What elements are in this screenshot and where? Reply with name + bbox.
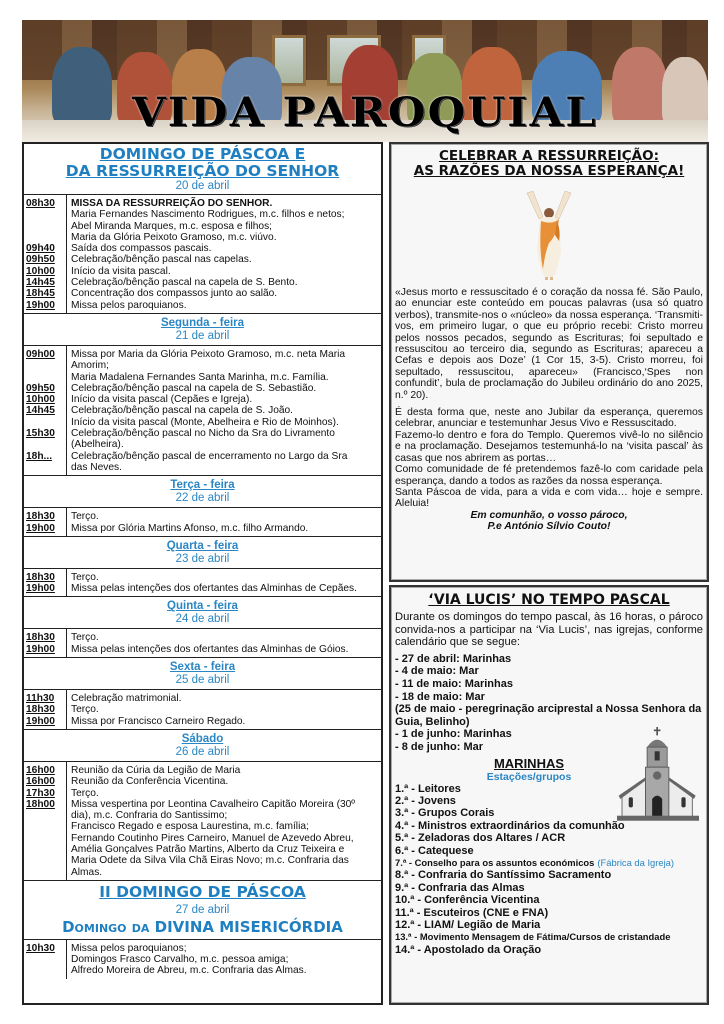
time-spacer — [26, 867, 66, 878]
group-label: 14.ª - Apostolado da Oração — [395, 943, 542, 956]
group-label: 11.ª - Escuteiros (CNE e FNA) — [395, 906, 549, 919]
event-time: 18h45 — [26, 288, 55, 300]
time-spacer — [26, 833, 66, 844]
time-column — [24, 940, 67, 979]
event-description: Início da visita pascal (Monte, Abelheira e Rio de Moinhos). — [71, 416, 339, 428]
event-time: 18h00 — [26, 798, 55, 810]
description-column — [67, 762, 381, 880]
group-item — [391, 807, 707, 819]
event-time: 18h30 — [26, 704, 55, 716]
group-label: 13.ª - Movimento Mensagem de Fátima/Cursos de cristandade — [395, 931, 671, 943]
easter-date: 20 de abril — [175, 180, 230, 192]
time-spacer — [26, 209, 66, 220]
time-spacer — [26, 360, 66, 371]
reflection-paragraph: Como comunidade de fé pretendemos fazê-lo com caridade pela esperança, dando a todos as razões da nossa esperança. — [395, 464, 703, 487]
day-name: Terça - feira — [170, 479, 235, 492]
event-description: Missa por Maria da Glória Peixoto Gramoso, m.c. neta Maria — [71, 348, 346, 360]
day-header-second-sunday — [24, 881, 381, 940]
time-column — [24, 629, 67, 657]
schedule-rows — [24, 762, 381, 881]
marinhas-groups-list — [391, 783, 707, 957]
second-sunday-date: 27 de abril — [175, 903, 230, 916]
day-date: 24 de abril — [175, 613, 230, 626]
calendar-item: (25 de maio - peregrinação arciprestal a Nossa Senhora da Guia, Belinho) — [395, 703, 702, 728]
group-label: 5.ª - Zeladoras dos Altares / ACR — [395, 832, 566, 845]
day-header-tuesday — [24, 476, 381, 508]
time-spacer — [26, 965, 66, 976]
via-lucis-title: ‘VIA LUCIS’ NO TEMPO PASCAL — [428, 592, 670, 608]
event-description: Missa pelas intenções dos ofertantes das Alminhas de Cepães. — [71, 583, 357, 595]
group-label: 10.ª - Conferência Vicentina — [395, 894, 540, 907]
event-time: 09h40 — [26, 243, 55, 255]
calendar-item: - 18 de maio: Mar — [395, 690, 485, 703]
event-description: Missa por Glória Martins Afonso, m.c. filho Armando. — [71, 522, 309, 534]
via-lucis-intro: Durante os domingos do tempo pascal, às 16 horas, o pároco convida-nos a participar na ‘Via Lucis’, nas igrejas, conforme calendário que se segue: — [395, 611, 703, 649]
event-description: Celebração/bênção pascal nas capelas. — [71, 254, 252, 266]
group-label: 12.ª - LIAM/ Legião de Maria — [395, 919, 541, 931]
time-spacer — [26, 221, 66, 232]
group-item — [391, 869, 707, 881]
event-description: Maria Odete da Silva Vila Chã Eiras Novo; m.c. Confraria das — [71, 855, 349, 867]
event-description: Fernando Coutinho Pires Carneiro, Manuel de Azevedo Abreu, — [71, 832, 354, 844]
event-description: Missa pelos paroquianos. — [71, 299, 187, 311]
event-time: 14h45 — [26, 405, 55, 417]
event-time: 09h00 — [26, 348, 55, 360]
event-description: Abel Miranda Marques, m.c. esposa e filhos; — [71, 220, 273, 232]
time-spacer — [26, 855, 66, 866]
day-date: 26 de abril — [175, 745, 230, 758]
event-time: 18h30 — [26, 571, 55, 583]
schedule-rows — [24, 629, 381, 658]
weekly-schedule — [22, 142, 383, 1005]
description-column — [67, 508, 381, 536]
reflection-paragraph: Santa Páscoa de vida, para a vida e com vida… hoje e sempre. Aleluia! — [395, 486, 703, 510]
group-item — [391, 931, 707, 943]
header-banner — [22, 20, 708, 142]
event-description: Celebração/bênção pascal de encerramento no Largo da Sra — [71, 450, 348, 462]
event-description: Missa por Francisco Carneiro Regado. — [71, 715, 246, 727]
reflection-paragraph: É desta forma que, neste ano Jubilar da esperança, queremos celebrar, anunciar e testemunhar Jesus Vivo e Ressuscitado. — [395, 407, 703, 430]
schedule-rows — [24, 690, 381, 730]
event-description: Maria Fernandes Nascimento Rodrigues, m.c. filhos e netos; — [71, 209, 345, 221]
day-name: Segunda - feira — [160, 316, 245, 329]
event-time: 15h30 — [26, 428, 55, 440]
event-time: 16h00 — [26, 764, 55, 776]
event-description: Maria da Glória Peixoto Gramoso, m.c. viúvo. — [71, 231, 277, 243]
event-time: 18h... — [26, 450, 53, 462]
time-column — [24, 569, 67, 597]
description-column — [67, 690, 381, 729]
event-description: Concentração dos compassos junto ao salão. — [71, 288, 278, 300]
event-description: Início da visita pascal (Cepães e Igreja). — [71, 394, 253, 406]
event-time: 10h00 — [26, 265, 55, 277]
day-header-saturday — [24, 730, 381, 762]
group-item — [391, 795, 707, 807]
event-description: Missa vespertina por Leontina Cavalheiro Capitão Moreira (30º — [71, 798, 356, 810]
event-description: Almas. — [71, 866, 103, 878]
time-column — [24, 508, 67, 536]
description-column — [67, 629, 381, 657]
description-column — [67, 346, 381, 475]
group-item — [391, 783, 707, 795]
event-time: 17h30 — [26, 787, 55, 799]
schedule-rows — [24, 346, 381, 476]
event-time: 19h00 — [26, 643, 55, 655]
group-item — [391, 907, 707, 919]
event-description: Início da visita pascal. — [71, 265, 171, 277]
group-item — [391, 857, 707, 869]
second-sunday-subtitle: Domingo da DIVINA MISERICÓRDIA — [62, 917, 343, 936]
calendar-item: - 1 de junho: Marinhas — [395, 728, 512, 741]
description-column — [67, 940, 381, 979]
day-date: 21 de abril — [175, 329, 230, 342]
group-item — [391, 894, 707, 906]
event-time: 08h30 — [26, 198, 55, 209]
description-column — [67, 569, 381, 597]
event-description: Reunião da Cúria da Legião de Maria — [71, 764, 241, 776]
event-description: Celebração/bênção pascal no Nicho da Sra do Livramento — [71, 428, 335, 440]
description-column — [67, 195, 381, 313]
event-time: 19h00 — [26, 299, 55, 311]
event-time: 19h00 — [26, 715, 55, 727]
time-spacer — [26, 232, 66, 243]
schedule-rows — [24, 508, 381, 537]
event-description: Terço. — [71, 632, 99, 644]
day-name: Sexta - feira — [169, 661, 236, 674]
marinhas-title: MARINHAS — [493, 755, 565, 771]
event-description: Saída dos compassos pascais. — [71, 243, 212, 255]
event-description: (Abelheira). — [71, 439, 124, 451]
group-item — [391, 944, 707, 956]
event-description: Alfredo Moreira de Abreu, m.c. Confraria das Almas. — [71, 965, 307, 977]
calendar-item: - 27 de abril: Marinhas — [395, 652, 512, 665]
time-spacer — [26, 821, 66, 832]
event-description: Missa pelas intenções dos ofertantes das Alminhas de Góios. — [71, 643, 349, 655]
day-header-easter — [24, 144, 381, 195]
event-time: 09h50 — [26, 382, 55, 394]
event-description: Francisco Regado e esposa Laurestina, m.c. família; — [71, 821, 309, 833]
event-time: 09h50 — [26, 254, 55, 266]
schedule-rows — [24, 940, 381, 979]
event-time: 14h45 — [26, 277, 55, 289]
group-label: 6.ª - Catequese — [395, 844, 474, 857]
day-header-wednesday — [24, 537, 381, 569]
schedule-rows — [24, 195, 381, 314]
time-spacer — [26, 462, 66, 473]
event-time: 19h00 — [26, 522, 55, 534]
easter-title-line2: DA RESSURREIÇÃO DO SENHOR — [65, 162, 340, 180]
group-label: 4.ª - Ministros extraordinários da comunhão — [395, 819, 625, 832]
event-time: 16h00 — [26, 776, 55, 788]
event-time: 10h30 — [26, 942, 55, 954]
group-item — [391, 832, 707, 844]
group-note: (Fábrica da Igreja) — [597, 856, 675, 868]
via-lucis-box — [389, 585, 709, 1005]
day-date: 23 de abril — [175, 552, 230, 565]
time-column — [24, 690, 67, 729]
group-item — [391, 845, 707, 857]
day-header-thursday — [24, 597, 381, 629]
event-description: dia), m.c. Confraria do Santissimo; — [71, 810, 228, 822]
day-name: Quinta - feira — [167, 600, 238, 613]
group-label: 2.ª - Jovens — [395, 794, 456, 807]
event-time: 10h00 — [26, 394, 55, 406]
calendar-item: - 11 de maio: Marinhas — [395, 677, 513, 690]
reflection-title-line1: CELEBRAR A RESSURREIÇÃO: — [438, 148, 659, 164]
time-spacer — [26, 844, 66, 855]
event-description: Terço. — [71, 571, 99, 583]
event-description: Missa pelos paroquianos; — [71, 942, 187, 954]
time-spacer — [26, 810, 66, 821]
group-label: 9.ª - Confraria das Almas — [395, 881, 525, 894]
time-spacer — [26, 439, 66, 450]
event-description: Reunião da Conferência Vicentina. — [71, 776, 229, 788]
event-description: Terço. — [71, 704, 99, 716]
event-time: 18h30 — [26, 511, 55, 523]
event-description: Celebração/bênção pascal na capela de S. Sebastião. — [71, 382, 317, 394]
time-spacer — [26, 372, 66, 383]
reflection-title-line2: AS RAZÕES DA NOSSA ESPERANÇA! — [413, 163, 685, 179]
event-description: Terço. — [71, 787, 99, 799]
event-time: 19h00 — [26, 583, 55, 595]
time-column — [24, 762, 67, 880]
signature-line2: P.e António Sílvio Couto! — [487, 521, 611, 533]
group-item — [391, 820, 707, 832]
time-column — [24, 346, 67, 475]
reflection-paragraph: «Jesus morto e ressuscitado é o coração da nossa fé. São Paulo, ao enunciar este conteúdo em poucas palavras (usa só quatro verbos), transmite-nos o «núcleo» da nossa esperança. ‘Transmiti-vos, em primeiro lugar, o que eu próprio recebi: Cristo morreu pelos nossos pecados, segundo as Escrituras; foi sepultado e ressuscitou ao terceiro dia, segundo as Escrituras; apareceu a Cefas e depois aos Doze’ (1 Cor 15, 3-5). Cristo morreu, foi sepultado, ressuscitou, apareceu» (Francisco,‘Spes non confundit’, bula de proclamação do Jubileu ordinário do ano 2025, n.º 20). — [395, 287, 703, 401]
day-date: 25 de abril — [175, 674, 230, 687]
group-label: 8.ª - Confraria do Santíssimo Sacramento — [395, 869, 612, 882]
event-description: MISSA DA RESSURREIÇÃO DO SENHOR. — [71, 198, 273, 209]
calendar-item: - 8 de junho: Mar — [395, 740, 483, 753]
event-description: Celebração matrimonial. — [71, 693, 182, 705]
page-title: VIDA PAROQUIAL — [132, 89, 598, 136]
signature-line1: Em comunhão, o vosso pároco, — [470, 509, 628, 521]
group-item — [391, 882, 707, 894]
reflection-box — [389, 142, 709, 582]
schedule-rows — [24, 569, 381, 598]
event-description: Amorim; — [71, 360, 109, 372]
group-label: 1.ª - Leitores — [395, 782, 461, 795]
reflection-paragraph: Fazemo-lo dentro e fora do Templo. Queremos vivê-lo no silêncio e na proclamação. Desejamos testemunhá-lo na ‘visita pascal’ às casas que nos abrirem as portas… — [395, 429, 703, 464]
event-description: Terço. — [71, 511, 99, 523]
day-date: 22 de abril — [175, 492, 230, 505]
group-label: 7.ª - Conselho para os assuntos económicos — [395, 856, 595, 868]
day-header-monday — [24, 314, 381, 346]
marinhas-subtitle: Estações/grupos — [486, 770, 572, 783]
event-description: Maria Madalena Fernandes Santa Marinha, m.c. Família. — [71, 371, 329, 383]
group-label: 3.ª - Grupos Corais — [395, 807, 495, 820]
day-name: Sábado — [181, 732, 224, 745]
group-item — [391, 919, 707, 931]
day-name: Quarta - feira — [166, 539, 239, 552]
event-description: das Neves. — [71, 461, 122, 473]
time-column — [24, 195, 67, 313]
second-sunday-title: II DOMINGO DE PÁSCOA — [99, 882, 306, 901]
day-header-friday — [24, 658, 381, 690]
event-description: Amélia Gonçalves Patrão Martins, Alberto da Cruz Teixeira e — [71, 843, 345, 855]
risen-christ-image — [519, 191, 579, 281]
event-description: Celebração/bênção pascal na capela de S. Bento. — [71, 277, 298, 289]
event-time: 18h30 — [26, 632, 55, 644]
event-description: Celebração/bênção pascal na capela de S. João. — [71, 405, 294, 417]
time-spacer — [26, 954, 66, 965]
time-spacer — [26, 417, 66, 428]
calendar-item: - 4 de maio: Mar — [395, 665, 479, 678]
event-time: 11h30 — [26, 693, 55, 705]
event-description: Domingos Frasco Carvalho, m.c. pessoa amiga; — [71, 954, 289, 966]
easter-title-line1: DOMINGO DE PÁSCOA E — [99, 145, 306, 163]
